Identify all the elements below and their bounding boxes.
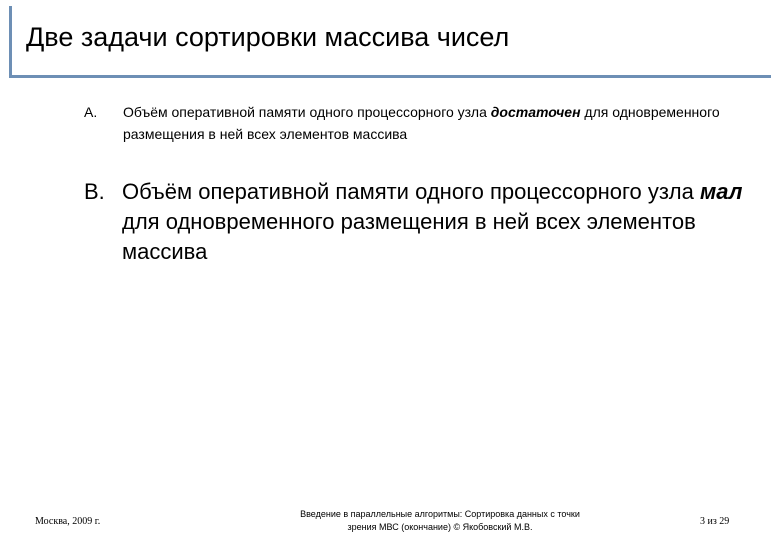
title-accent-bar-vertical — [9, 6, 12, 78]
footer-page-number: 3 из 29 — [700, 516, 730, 527]
slide-title: Две задачи сортировки массива чисел — [26, 22, 510, 52]
item-a-emphasis: достаточен — [490, 104, 581, 120]
footer-course-title-line2: зрения МВС (окончание) © Якобовский М.В. — [347, 522, 533, 532]
footer-location-date: Москва, 2009 г. — [35, 516, 101, 527]
list-item-text-b — [122, 177, 754, 267]
list-item-a — [84, 101, 734, 145]
item-b-text-before: Объём оперативной памяти одного процессорного узла — [122, 179, 700, 204]
item-a-text-before: Объём оперативной памяти одного процессорного узла — [123, 104, 491, 120]
list-marker-b: B. — [84, 179, 105, 204]
footer-course-title-line1: Введение в параллельные алгоритмы: Сортировка данных с точки — [300, 509, 580, 519]
title-accent-bar-horizontal — [9, 75, 771, 78]
list-marker-a: A. — [84, 104, 98, 120]
list-item-b — [84, 177, 754, 267]
item-b-text-after: для одновременного размещения в ней всех элементов массива — [122, 209, 696, 264]
list-item-text-a — [123, 101, 734, 145]
item-a-text-after: для одновременного размещения в ней всех элементов массива — [123, 104, 720, 142]
footer-course-title — [270, 508, 610, 534]
item-b-emphasis: мал — [699, 179, 743, 204]
